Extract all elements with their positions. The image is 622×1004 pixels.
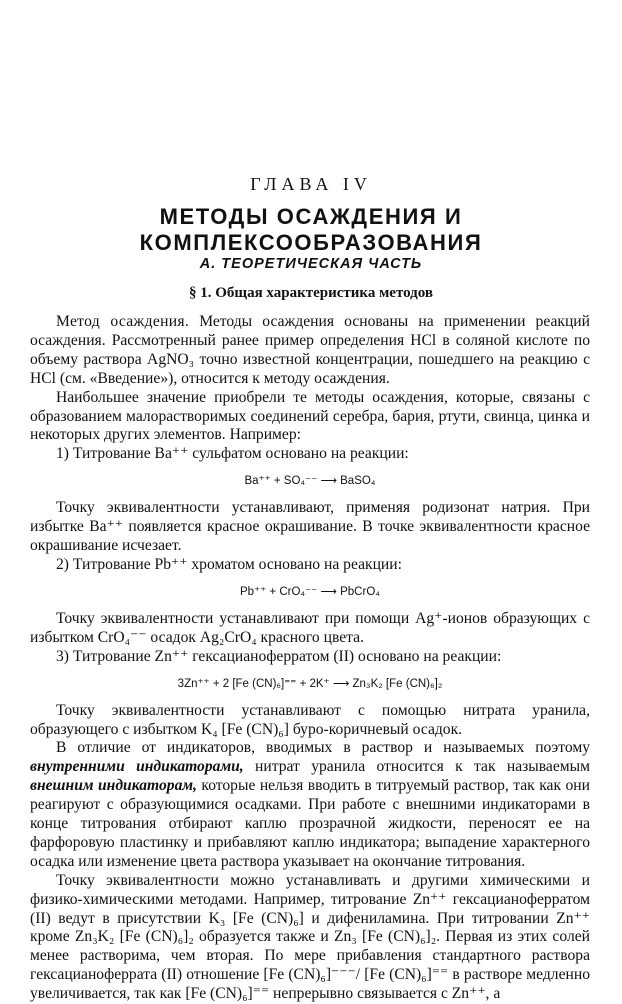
- equation-3: 3Zn⁺⁺ + 2 [Fe (CN)₆]⁼⁼ + 2K⁺ ⟶ Zn₃K₂ [Fe (CN)₆]₂: [177, 677, 443, 690]
- paragraph: Точку эквивалентности устанавливают, применяя родизонат натрия. При избытке Ba⁺⁺ появляется красное окрашивание. В точке эквивалентности красное окрашивание исчезает.: [30, 499, 590, 555]
- paragraph: [30, 313, 590, 389]
- paragraph: 3) Титрование Zn⁺⁺ гексацианоферратом (II) основано на реакции:: [56, 647, 502, 665]
- part-title: А. ТЕОРЕТИЧЕСКАЯ ЧАСТЬ: [199, 256, 423, 272]
- body-text: [30, 313, 590, 1004]
- emphasis: внешним индикаторам,: [30, 777, 197, 795]
- paragraph: [30, 739, 590, 871]
- paragraph: Точку эквивалентности устанавливают при помощи Ag⁺-ионов образующих с избытком CrO₄⁻⁻ осадок Ag₂CrO₄ красного цвета.: [30, 609, 590, 646]
- paragraph: Точку эквивалентности устанавливают с помощью нитрата уранила, образующего с избытком K₄ [Fe (CN)₆] буро-коричневый осадок.: [30, 701, 590, 738]
- paragraph-text: В отличие от индикаторов, вводимых в раствор и называемых поэтому: [56, 739, 590, 757]
- paragraph-text: Методы осаждения основаны на применении реакций осаждения. Рассмотренный ранее пример определения HCl в соляной кислоте по объему раствора AgNO₃ точно известной концентрации, пошедшего на реакцию с HCl (см. «Введение»), относится к методу осаждения.: [30, 313, 591, 387]
- chapter-title: МЕТОДЫ ОСАЖДЕНИЯ И КОМПЛЕКСООБРАЗОВАНИЯ: [139, 204, 483, 255]
- equation-1: Ba⁺⁺ + SO₄⁻⁻ ⟶ BaSO₄: [244, 475, 376, 488]
- paragraph: Точку эквивалентности можно устанавливать и другими химическими и физико-химическими методами. Например, титрование Zn⁺⁺ гексацианоферратом (II) ведут в присутствии K₃ [Fe (CN)₆] и дифениламина. При титровании Zn⁺⁺ кроме Zn₃K₂ [Fe (CN)₆]₂ образуется также и Zn₃ [Fe (CN)₆]₂. Первая из этих солей менее растворима, чем вторая. По мере прибавления стандартного раствора гексацианоферрата (II) отношение [Fe (CN)₆]⁻⁻⁻/ [Fe (CN)₆]⁼⁼ в растворе медленно увеличивается, так как [Fe (CN)₆]⁼⁼ непрерывно связывается с Zn⁺⁺, а: [30, 871, 590, 1003]
- paragraph-text: нитрат уранила относится к так называемым: [255, 758, 590, 776]
- chapter-number: ГЛАВА IV: [250, 174, 372, 194]
- run-in-heading: Метод осаждения.: [56, 313, 190, 330]
- section-title: § 1. Общая характеристика методов: [188, 285, 433, 301]
- paragraph: 2) Титрование Pb⁺⁺ хроматом основано на реакции:: [56, 555, 402, 573]
- paragraph: Наибольшее значение приобрели те методы осаждения, которые, связаны с образованием малорастворимых соединений серебра, бария, ртути, свинца, цинка и некоторых других элементов. Например:: [30, 388, 590, 444]
- emphasis: внутренними индикаторами,: [30, 758, 244, 776]
- equation-2: Pb⁺⁺ + CrO₄⁻⁻ ⟶ PbCrO₄: [240, 585, 380, 598]
- paragraph: 1) Титрование Ba⁺⁺ сульфатом основано на реакции:: [56, 445, 409, 463]
- paragraph-text: которые нельзя вводить в титруемый раствор, так как они реагируют с образующимися осадками. При работе с внешними индикаторами в конце титрования отбирают каплю прозрачной жидкости, переносят ее на фарфоровую пластинку и прибавляют каплю индикатора; выпадение характерного осадка или изменение цвета раствора указывает на окончание титрования.: [30, 777, 590, 870]
